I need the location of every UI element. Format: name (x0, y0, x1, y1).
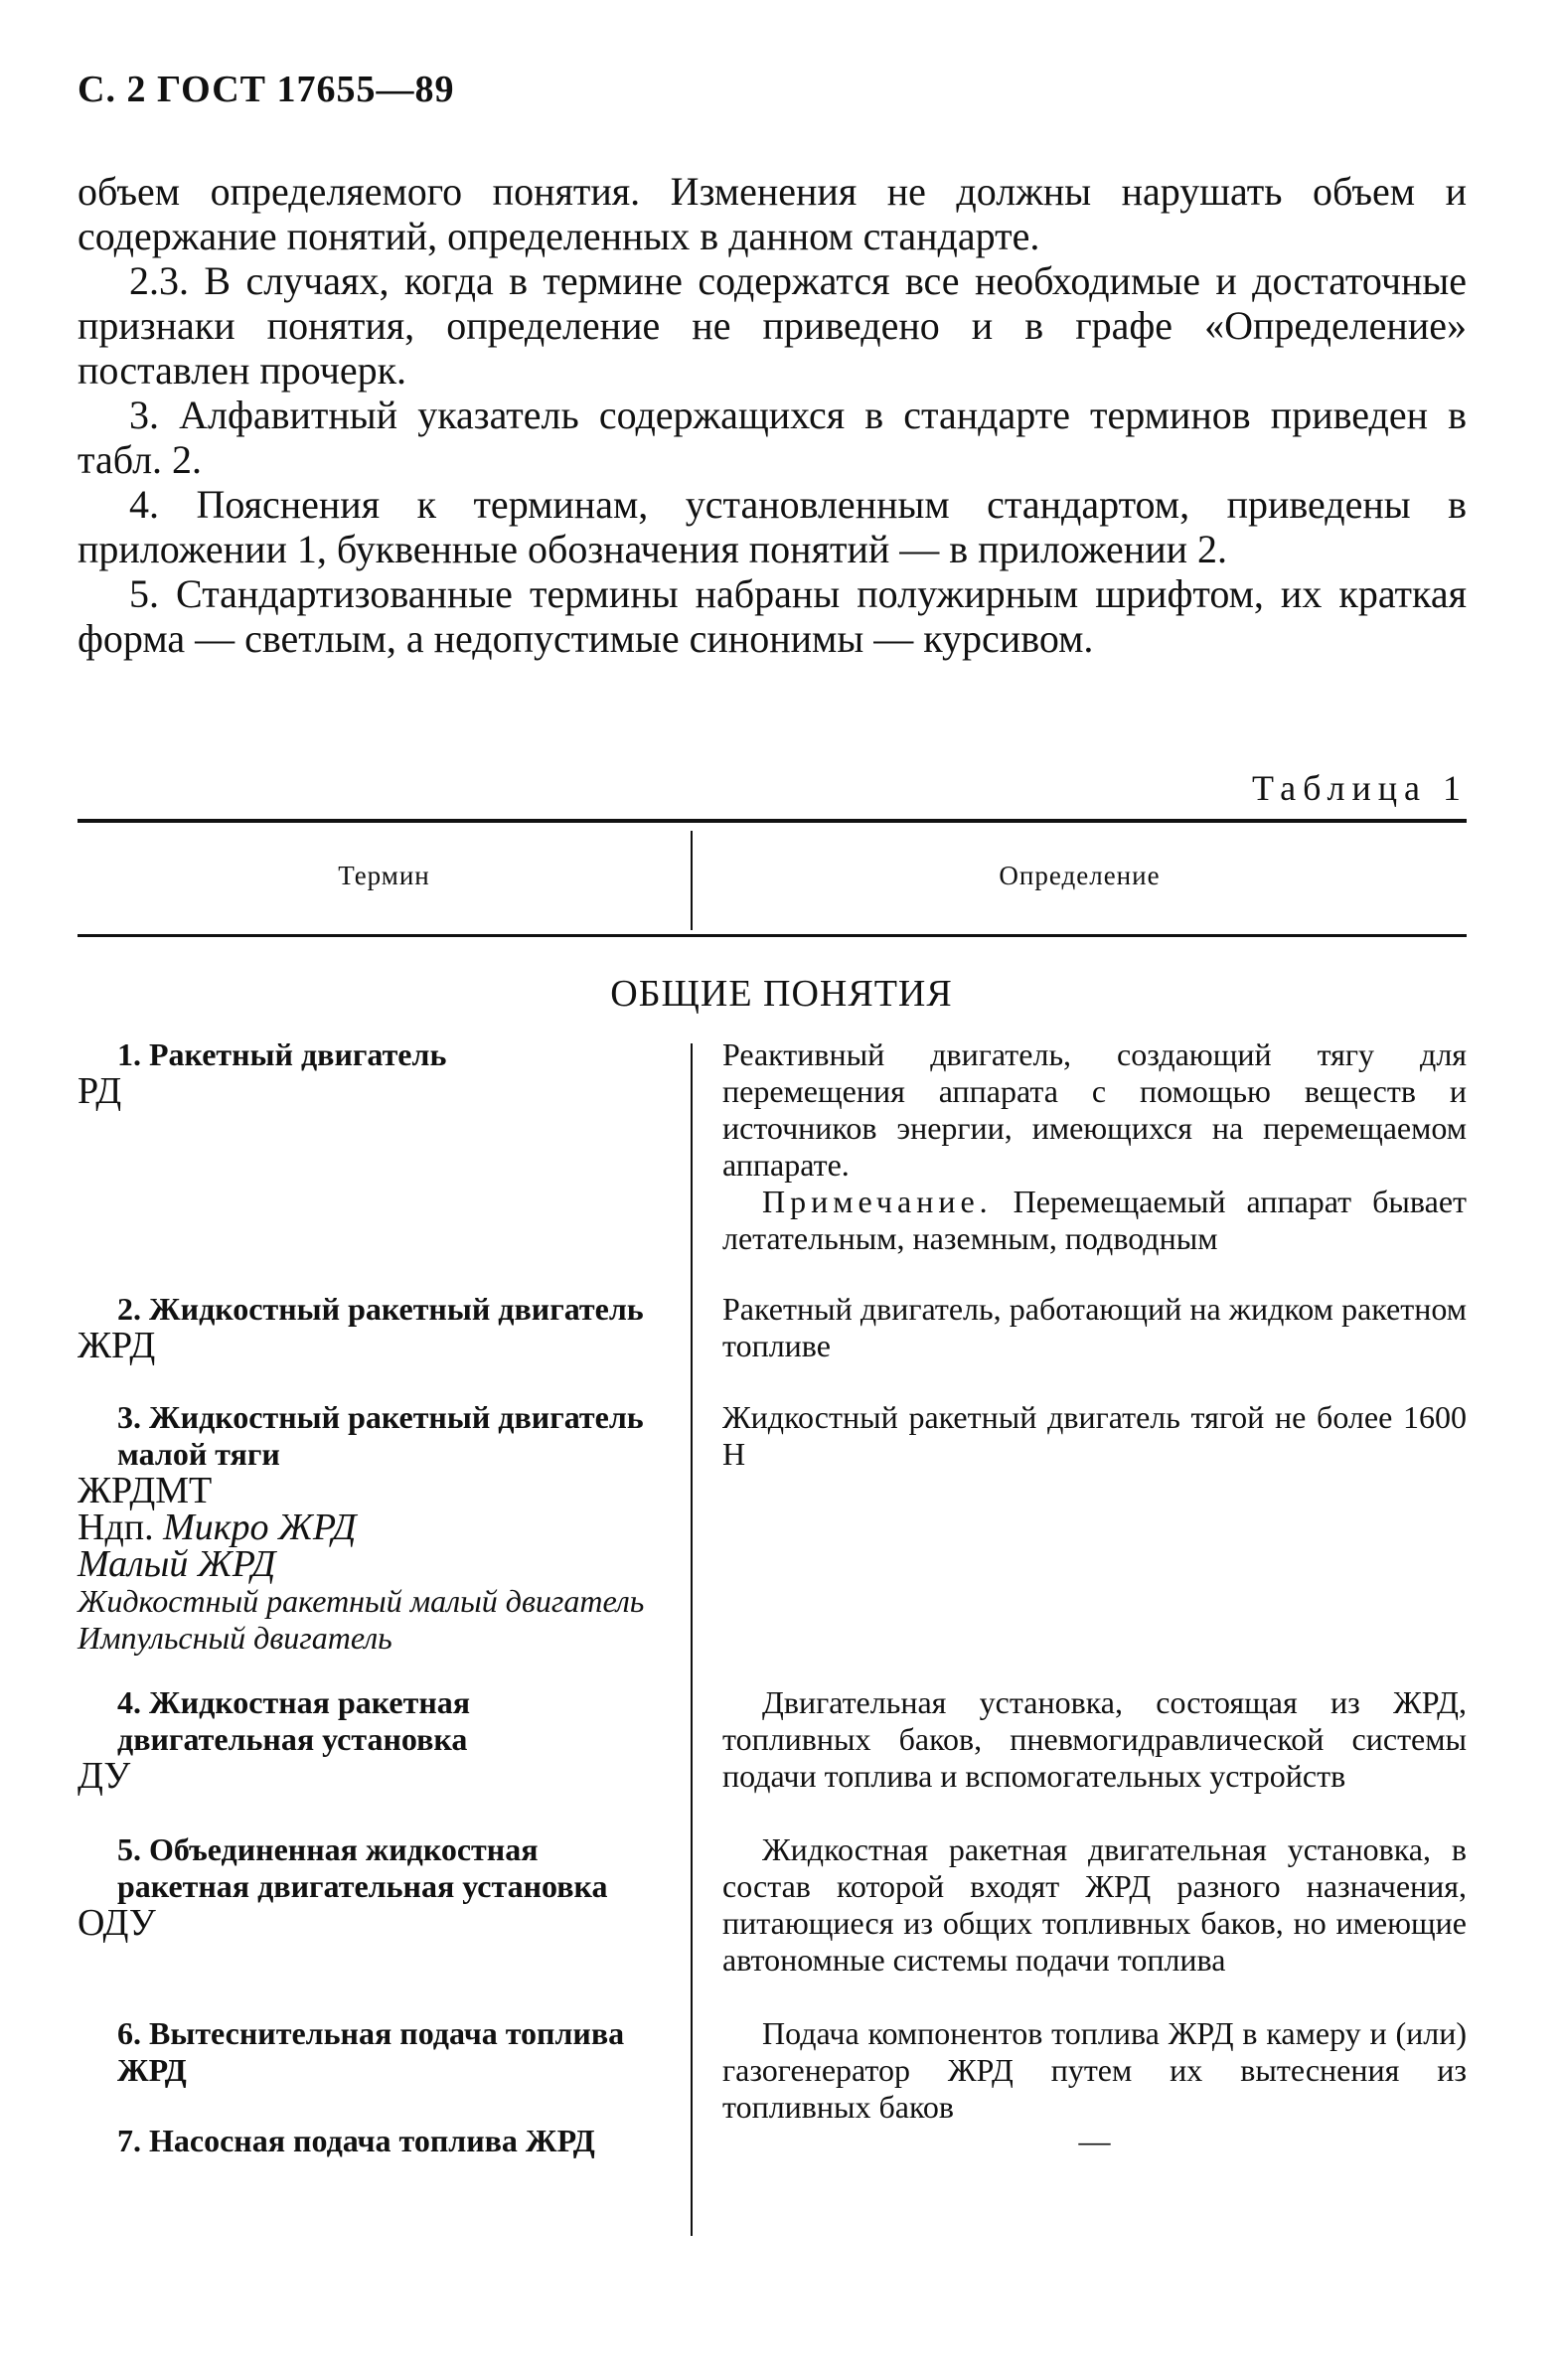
table-body-divider (691, 1043, 693, 2236)
term-abbreviation: ЖРДМТ (78, 1470, 213, 1511)
table-row-1-term (78, 1036, 666, 1110)
term-synonym (78, 1509, 666, 1546)
table-row-5-term (78, 1831, 666, 1942)
table-row-2-term (78, 1291, 666, 1364)
table-top-rule (78, 819, 1467, 823)
ndp-label: Ндп. (78, 1507, 154, 1548)
definition-text: Жидкостная ракетная двигательная установка, в состав которой входят ЖРД разного назначения, питающиеся из общих топливных баков, но имеющие автономные системы подачи топлива (722, 1831, 1467, 1978)
synonym-1: Микро ЖРД (163, 1507, 357, 1548)
definition-dash: — (1078, 2123, 1111, 2158)
term-name: 3. Жидкостный ракетный двигатель малой тяги (117, 1399, 644, 1472)
table-row-3-definition (722, 1399, 1467, 1473)
intro-paragraph-1: объем определяемого понятия. Изменения не должны нарушать объем и содержание понятий, определенных в данном стандарте. (78, 169, 1467, 258)
intro-paragraph-3: 3. Алфавитный указатель содержащихся в стандарте терминов приведен в табл. 2. (78, 393, 1467, 482)
definition-text: Жидкостный ракетный двигатель тягой не более 1600 Н (722, 1399, 1467, 1472)
intro-text (78, 169, 1467, 661)
synonym-4: Импульсный двигатель (78, 1620, 392, 1656)
table-row-7-term (78, 2123, 666, 2159)
synonym-2: Малый ЖРД (78, 1543, 276, 1585)
term-name: 6. Вытеснительная подача топлива ЖРД (117, 2015, 625, 2088)
term-name: 5. Объединенная жидкостная ракетная двигательная установка (117, 1831, 608, 1904)
term-abbreviation: РД (78, 1070, 122, 1112)
definition-text: Ракетный двигатель, работающий на жидком ракетном топливе (722, 1291, 1467, 1363)
section-title: ОБЩИЕ ПОНЯТИЯ (610, 973, 953, 1015)
table-row-1-definition (722, 1036, 1467, 1257)
intro-paragraph-4: 4. Пояснения к терминам, установленным стандартом, приведены в приложении 1, буквенные обозначения понятий — в приложении 2. (78, 482, 1467, 571)
page-header: С. 2 ГОСТ 17655—89 (78, 69, 455, 110)
table-row-6-term (78, 2015, 666, 2089)
term-name: 2. Жидкостный ракетный двигатель (117, 1291, 644, 1327)
synonym-3: Жидкостный ракетный малый двигатель (78, 1583, 645, 1619)
note-text: Перемещаемый аппарат бывает летательным, наземным, подводным (722, 1184, 1468, 1256)
note-label: Примечание. (762, 1184, 993, 1219)
table-row-4-definition (722, 1684, 1467, 1795)
term-name: 4. Жидкостная ракетная двигательная установка (117, 1684, 471, 1757)
term-name: 7. Насосная подача топлива ЖРД (117, 2123, 595, 2158)
table-header-rule (78, 934, 1467, 937)
table-row-6-definition (722, 2015, 1467, 2126)
table-row-7-definition (722, 2123, 1467, 2159)
intro-paragraph-5: 5. Стандартизованные термины набраны полужирным шрифтом, их краткая форма — светлым, а недопустимые синонимы — курсивом. (78, 571, 1467, 661)
table-row-4-term (78, 1684, 666, 1795)
term-abbreviation: ДУ (78, 1755, 131, 1797)
table-row-3-term (78, 1399, 666, 1657)
definition-text: Двигательная установка, состоящая из ЖРД, топливных баков, пневмогидравлической системы подачи топлива и вспомогательных устройств (722, 1684, 1467, 1794)
table-row-5-definition (722, 1831, 1467, 1979)
term-abbreviation: ОДУ (78, 1902, 156, 1944)
term-abbreviation: ЖРД (78, 1325, 156, 1366)
column-header-term: Термин (338, 861, 430, 890)
column-header-definition: Определение (999, 861, 1161, 890)
definition-note (722, 1184, 1467, 1257)
definition-text: Подача компонентов топлива ЖРД в камеру и (или) газогенератор ЖРД путем их вытеснения из топливных баков (722, 2015, 1467, 2125)
definition-text: Реактивный двигатель, создающий тягу для перемещения аппарата с помощью веществ и источников энергии, имеющихся на перемещаемом аппарате. (722, 1036, 1467, 1183)
table-label: Таблица 1 (1252, 768, 1468, 808)
table-row-2-definition (722, 1291, 1467, 1364)
term-name: 1. Ракетный двигатель (117, 1036, 447, 1072)
intro-paragraph-2: 2.3. В случаях, когда в термине содержатся все необходимые и достаточные признаки понятия, определение не приведено и в графе «Определение» поставлен прочерк. (78, 258, 1467, 393)
